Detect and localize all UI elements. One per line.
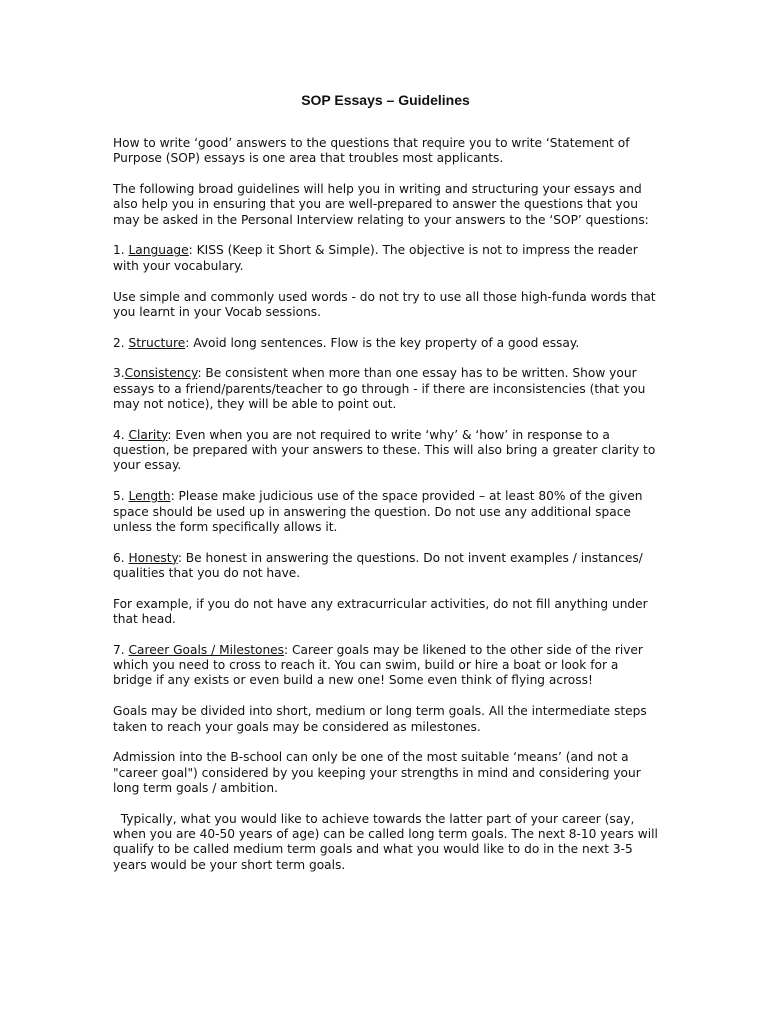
paragraph-text: : Even when you are not required to write ‘why’ & ‘how’ in response to a question, be prepared with your answers to these. This will also bring a greater clarity to your essay.	[113, 427, 660, 473]
paragraph-text: Use simple and commonly used words - do not try to use all those high-funda words that you learnt in your Vocab sessions.	[113, 289, 660, 319]
item-number: 4.	[113, 427, 129, 442]
paragraph	[113, 704, 658, 735]
paragraph	[113, 750, 658, 796]
document-title: SOP Essays – Guidelines	[301, 92, 470, 108]
item-number: 6.	[113, 550, 129, 565]
guideline-label: Structure	[128, 335, 186, 350]
paragraph	[113, 811, 662, 873]
document-body	[113, 136, 662, 873]
paragraph	[113, 243, 658, 274]
paragraph-text: : Please make judicious use of the space provided – at least 80% of the given space should be used up in answering the question. Do not use any additional space unless the form specifically allows it.	[113, 489, 647, 534]
guideline-label: Career Goals / Milestones	[128, 642, 285, 657]
paragraph	[113, 643, 658, 689]
item-number: 3.	[113, 366, 125, 381]
paragraph	[113, 290, 658, 321]
guideline-label: Honesty	[128, 550, 178, 565]
paragraph-text: : Avoid long sentences. Flow is the key property of a good essay.	[185, 335, 580, 350]
paragraph-text: : Be consistent when more than one essay has to be written. Show your essays to a friend/parents/teacher to go through - if there are inconsistencies (that you may not notice), they will be able to point out.	[113, 366, 650, 412]
item-number: 7.	[113, 642, 129, 657]
paragraph	[113, 136, 658, 167]
paragraph	[113, 489, 658, 535]
paragraph-text: For example, if you do not have any extracurricular activities, do not fill anything under that head.	[113, 596, 652, 627]
paragraph-text: : KISS (Keep it Short & Simple). The objective is not to impress the reader with your vocabulary.	[113, 243, 642, 273]
paragraph	[113, 597, 658, 628]
guideline-label: Clarity	[128, 427, 168, 442]
item-number: 5.	[113, 489, 129, 504]
paragraph-text: : Career goals may be likened to the other side of the river which you need to cross to reach it. You can swim, build or hire a boat or look for a bridge if any exists or even build a new one! Some even think of flying across!	[113, 642, 647, 688]
paragraph-text: Goals may be divided into short, medium or long term goals. All the intermediate steps taken to reach your goals may be considered as milestones.	[113, 704, 651, 734]
guideline-label: Consistency	[124, 366, 198, 381]
paragraph	[113, 336, 658, 351]
item-number: 1.	[113, 243, 129, 258]
guideline-label: Length	[128, 489, 171, 504]
paragraph	[113, 366, 658, 412]
document-page	[113, 92, 662, 873]
item-number: 2.	[113, 335, 129, 350]
paragraph	[113, 551, 658, 582]
paragraph-text: : Be honest in answering the questions. Do not invent examples / instances/ qualities that you do not have.	[113, 550, 647, 580]
paragraph	[113, 182, 658, 228]
paragraph-text: The following broad guidelines will help you in writing and structuring your essays and also help you in ensuring that you are well-prepared to answer the questions that you may be asked in the Personal Interview relating to your answers to the ‘SOP’ questions:	[113, 182, 649, 227]
guideline-label: Language	[128, 243, 189, 258]
paragraph-text: How to write ‘good’ answers to the questions that require you to write ‘Statement of Purpose (SOP) essays is one area that troubles most applicants.	[113, 136, 634, 166]
paragraph-text: Admission into the B-school can only be one of the most suitable ‘means’ (and not a "career goal") considered by you keeping your strengths in mind and considering your long term goals / ambition.	[113, 750, 645, 795]
paragraph-text: Typically, what you would like to achieve towards the latter part of your career (say, when you are 40-50 years of age) can be called long term goals. The next 8-10 years will qualify to be called medium term goals and what you would like to do in the next 3-5 years would be your short term goals.	[113, 811, 662, 872]
paragraph	[113, 428, 658, 474]
